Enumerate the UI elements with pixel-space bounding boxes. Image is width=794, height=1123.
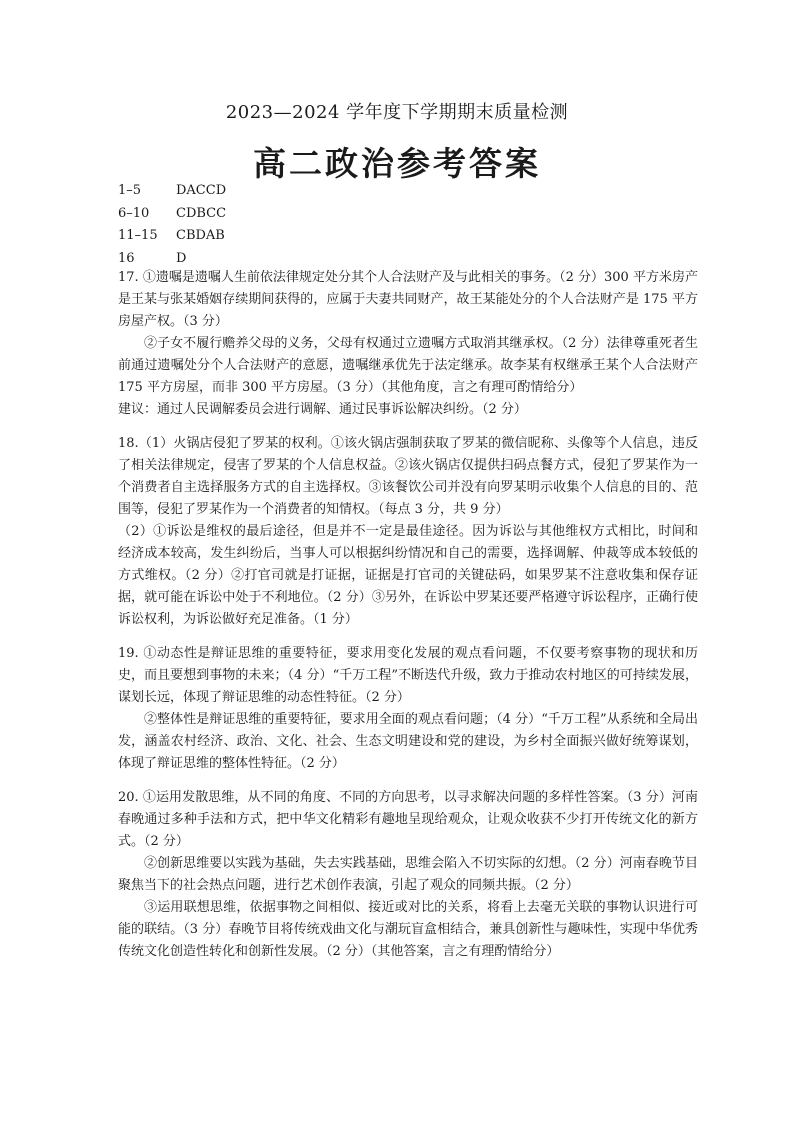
mc-range: 6–10 xyxy=(118,205,150,221)
mc-answers: DACCD xyxy=(176,183,227,198)
mc-row xyxy=(118,180,226,203)
question-19-answer xyxy=(118,643,698,775)
page-title: 高二政治参考答案 xyxy=(253,144,541,183)
answer-paragraph: 20. ①运用发散思维，从不同的角度、不同的方向思考，以寻求解决问题的多样性答案。（3 分）河南春晚通过多种手法和方式，把中华文化精彩有趣地呈现给观众，让观众收获不少打开传统文化的新方式。（2 分） xyxy=(118,790,698,849)
question-18-answer xyxy=(118,433,698,631)
answer-paragraph: 19. ①动态性是辩证思维的重要特征，要求用变化发展的观点看问题，不仅要考察事物的现状和历史，而且要想到事物的未来；（4 分）“千万工程”不断迭代升级，致力于推动农村地区的可持续发展，谋划长远，体现了辩证思维的动态性特征。（2 分） xyxy=(118,646,698,705)
answer-paragraph: 18.（1）火锅店侵犯了罗某的权利。①该火锅店强制获取了罗某的微信昵称、头像等个人信息，违反了相关法律规定，侵害了罗某的个人信息权益。②该火锅店仅提供扫码点餐方式，侵犯了罗某作为一个消费者自主选择服务方式的自主选择权。③该餐饮公司并没有向罗某明示收集个人信息的目的、范围等，侵犯了罗某作为一个消费者的知情权。（每点 3 分，共 9 分） xyxy=(118,436,698,517)
mc-answers: CDBCC xyxy=(176,205,227,221)
multiple-choice-answers xyxy=(118,180,226,270)
question-20-answer xyxy=(118,787,698,963)
mc-row xyxy=(118,225,226,248)
exam-subtitle: 2023—2024 学年度下学期期末质量检测 xyxy=(225,102,569,123)
mc-range: 11–15 xyxy=(118,228,158,243)
answer-paragraph: 17. ①遗嘱是遗嘱人生前依法律规定处分其个人合法财产及与此相关的事务。（2 分）300 平方米房产是王某与张某婚姻存续期间获得的，应属于夫妻共同财产，故王某能处分的个人合法财产是 175 平方房屋产权。（3 分） xyxy=(118,270,698,329)
answer-paragraph: ③运用联想思维，依据事物之间相似、接近或对比的关系，将看上去毫无关联的事物认识进行可能的联结。（3 分）春晚节目将传统戏曲文化与潮玩盲盒相结合，兼具创新性与趣味性，实现中华优秀传统文化创造性转化和创新性发展。（2 分）（其他答案，言之有理酌情给分） xyxy=(118,900,698,959)
answer-paragraph: （2）①诉讼是维权的最后途径，但是并不一定是最佳途径。因为诉讼与其他维权方式相比，时间和经济成本较高，发生纠纷后，当事人可以根据纠纷情况和自己的需要，选择调解、仲裁等成本较低的方式维权。（2 分）②打官司就是打证据，证据是打官司的关键砝码，如果罗某不注意收集和保存证据，就可能在诉讼中处于不利地位。（2 分）③另外，在诉讼中罗某还要严格遵守诉讼程序，正确行使诉讼权利，为诉讼做好充足准备。（1 分） xyxy=(118,524,698,627)
answer-content xyxy=(118,267,698,975)
mc-range: 16 xyxy=(118,250,135,266)
mc-range: 1–5 xyxy=(118,183,142,198)
answer-paragraph: ②整体性是辩证思维的重要特征，要求用全面的观点看问题；（4 分）“千万工程”从系统和全局出发，涵盖农村经济、政治、文化、社会、生态文明建设和党的建设，为乡村全面振兴做好统筹谋划，体现了辩证思维的整体性特征。（2 分） xyxy=(118,712,698,771)
answer-paragraph: ②子女不履行赡养父母的义务，父母有权通过立遗嘱方式取消其继承权。（2 分）法律尊重死者生前通过遗嘱处分个人合法财产的意愿，遗嘱继承优先于法定继承。故李某有权继承王某个人合法财产 175 平方房屋，而非 300 平方房屋。（3 分）（其他角度，言之有理可酌情给分） xyxy=(118,336,698,395)
answer-paragraph: 建议：通过人民调解委员会进行调解、通过民事诉讼解决纠纷。（2 分） xyxy=(118,402,527,417)
question-17-answer xyxy=(118,267,698,421)
mc-row xyxy=(118,203,226,226)
mc-answers: D xyxy=(176,250,187,266)
mc-answers: CBDAB xyxy=(176,228,225,243)
answer-paragraph: ②创新思维要以实践为基础，失去实践基础，思维会陷入不切实际的幻想。（2 分）河南春晚节目聚焦当下的社会热点问题，进行艺术创作表演，引起了观众的同频共振。（2 分） xyxy=(118,856,698,893)
